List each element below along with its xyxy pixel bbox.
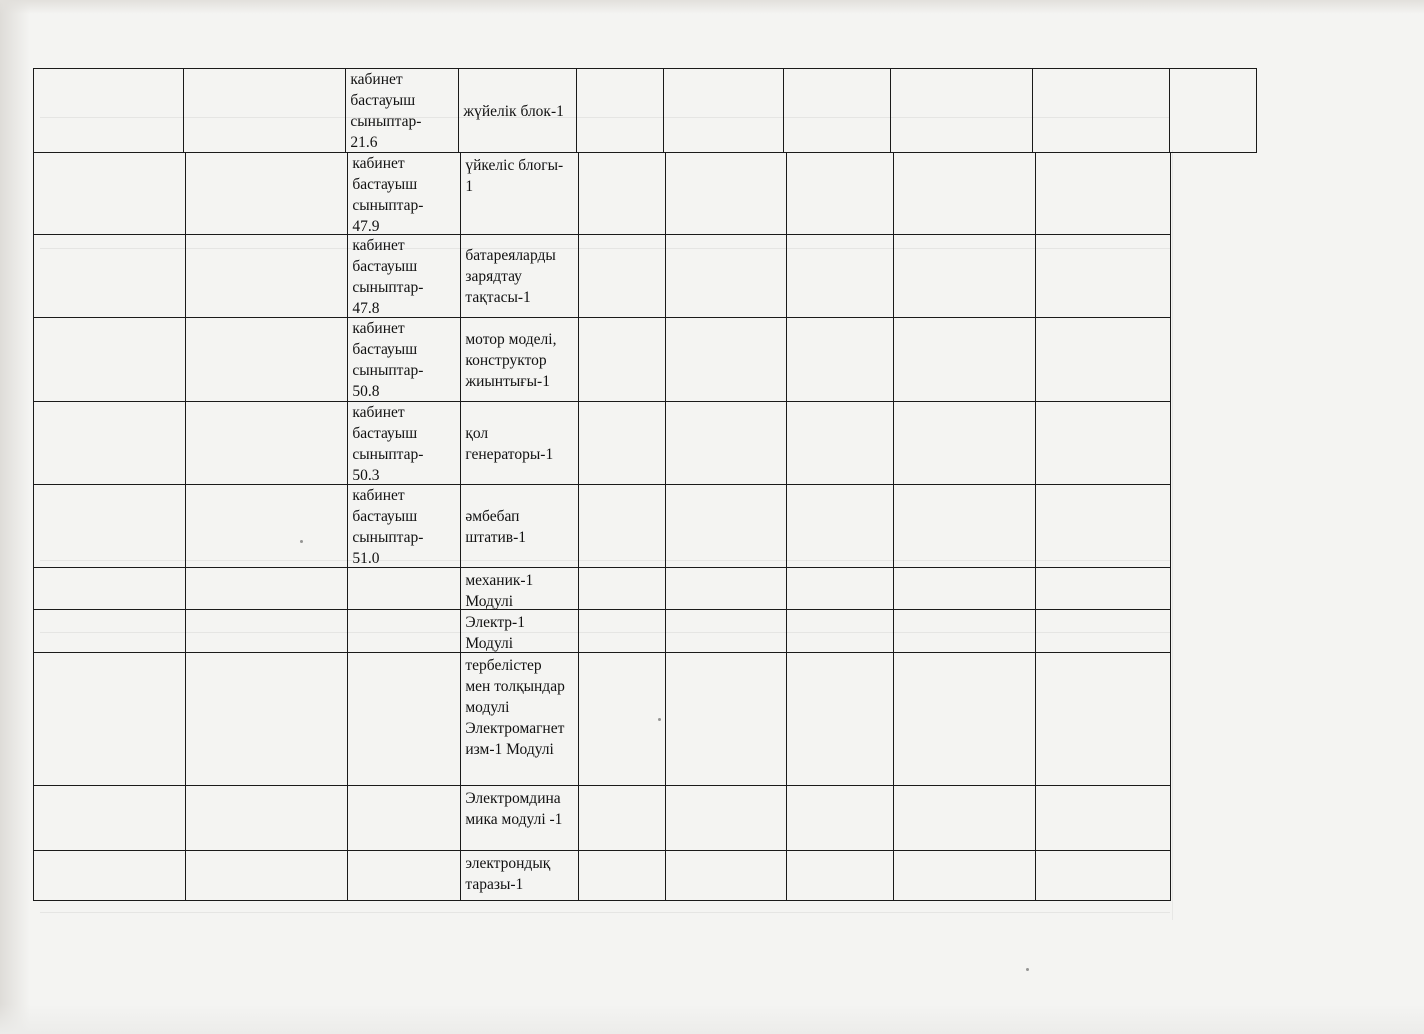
table-cell [347,152,461,235]
room-label [348,786,461,851]
table-cell [33,152,186,235]
table-cell [578,401,666,485]
table-cell [185,152,348,235]
table-cell [783,68,891,153]
table-cell [665,567,787,610]
table-cell [347,234,461,318]
table-cell [1035,401,1171,485]
equipment-label: жүйелік блок-1 [463,102,564,120]
room-label [348,568,461,610]
table-cell [1035,567,1171,610]
table-cell [893,152,1036,235]
table-cell [460,317,579,402]
table-cell [1035,609,1171,653]
table-cell [665,652,787,786]
table-cell [33,317,186,402]
table-cell [893,567,1036,610]
table-cell [578,234,666,318]
table-cell [893,234,1036,318]
table-cell [893,785,1036,851]
table-cell [458,68,577,153]
room-label [348,653,461,786]
table-cell [893,850,1036,901]
table-cell [576,68,664,153]
table-cell [347,850,461,901]
table-cell [1169,68,1257,153]
equipment-label: электрондық таразы-1 [465,855,551,894]
equipment-label: Электромдина мика модулі -1 [465,790,563,829]
equipment-label: механик-1 Модулі [465,572,534,611]
table-cell [786,850,894,901]
table-cell [347,609,461,653]
table-cell [786,401,894,485]
table-cell [1035,652,1171,786]
table-cell [665,317,787,402]
table-cell [665,484,787,568]
table-cell [460,652,579,786]
table-cell [460,567,579,610]
room-label: кабинет бастауыш сыныптар- 47.8 [352,237,424,318]
table-cell [786,567,894,610]
table-cell [185,234,348,318]
table-cell [893,652,1036,786]
table-cell [893,317,1036,402]
room-label [348,610,461,653]
table-cell [33,234,186,318]
table-cell [665,234,787,318]
room-label: кабинет бастауыш сыныптар- 50.8 [352,320,424,401]
table-cell [578,317,666,402]
room-label: кабинет бастауыш сыныптар- 50.3 [352,404,424,485]
table-cell [893,401,1036,485]
table-cell [460,234,579,318]
room-label: кабинет бастауыш сыныптар- 47.9 [352,155,424,236]
table-cell [183,68,346,153]
table-cell [460,850,579,901]
table-cell [347,652,461,786]
equipment-label: қол генераторы-1 [465,424,554,463]
table-cell [33,850,186,901]
table-cell [460,401,579,485]
table-cell [665,785,787,851]
table-cell [460,609,579,653]
table-cell [786,152,894,235]
table-cell [786,609,894,653]
table-cell [663,68,784,153]
table-cell [185,401,348,485]
table-cell [578,609,666,653]
table-cell [665,401,787,485]
room-label: кабинет бастауыш сыныптар- 51.0 [352,487,424,568]
table-cell [185,850,348,901]
table-cell [1035,234,1171,318]
table-cell [185,484,348,568]
table-cell [893,484,1036,568]
table-cell [890,68,1033,153]
table-cell [578,850,666,901]
table-cell [460,484,579,568]
table-cell [1035,484,1171,568]
table-cell [185,567,348,610]
table-cell [345,68,459,153]
table-cell [578,567,666,610]
equipment-label: мотор моделі, конструктор жиынтығы-1 [465,330,557,390]
table-cell [893,609,1036,653]
table-cell [578,152,666,235]
table-cell [33,68,184,153]
table-cell [185,317,348,402]
table-cell [185,652,348,786]
table-cell [1035,850,1171,901]
table-cell [347,401,461,485]
table-cell [33,609,186,653]
table-cell [1035,785,1171,851]
table-cell [786,652,894,786]
table-cell [185,785,348,851]
table-cell [347,567,461,610]
table-cell [786,317,894,402]
table-cell [185,609,348,653]
table-cell [578,484,666,568]
table-cell [578,785,666,851]
table-cell [786,484,894,568]
table-cell [347,484,461,568]
table-cell [786,234,894,318]
table-cell [460,785,579,851]
equipment-label: үйкеліс блогы- 1 [465,157,564,196]
table-cell [1035,152,1171,235]
table-cell [1032,68,1170,153]
table-cell [786,785,894,851]
table-cell [33,785,186,851]
table-cell [33,401,186,485]
table-cell [33,484,186,568]
table-cell [460,152,579,235]
equipment-label: тербелістер мен толқындар модулі Электромагнет изм-1 Модулі [465,657,565,759]
equipment-label: батареяларды зарядтау тақтасы-1 [465,247,556,307]
table-cell [578,652,666,786]
table-cell [33,567,186,610]
table-cell [665,609,787,653]
room-label: кабинет бастауыш сыныптар- 21.6 [350,71,422,152]
room-label [348,851,461,901]
table-cell [347,785,461,851]
equipment-label: әмбебап штатив-1 [465,507,527,546]
table-cell [347,317,461,402]
equipment-label: Электр-1 Модулі [465,614,525,653]
table-cell [665,152,787,235]
table-cell [665,850,787,901]
table-cell [1035,317,1171,402]
table-cell [33,652,186,786]
